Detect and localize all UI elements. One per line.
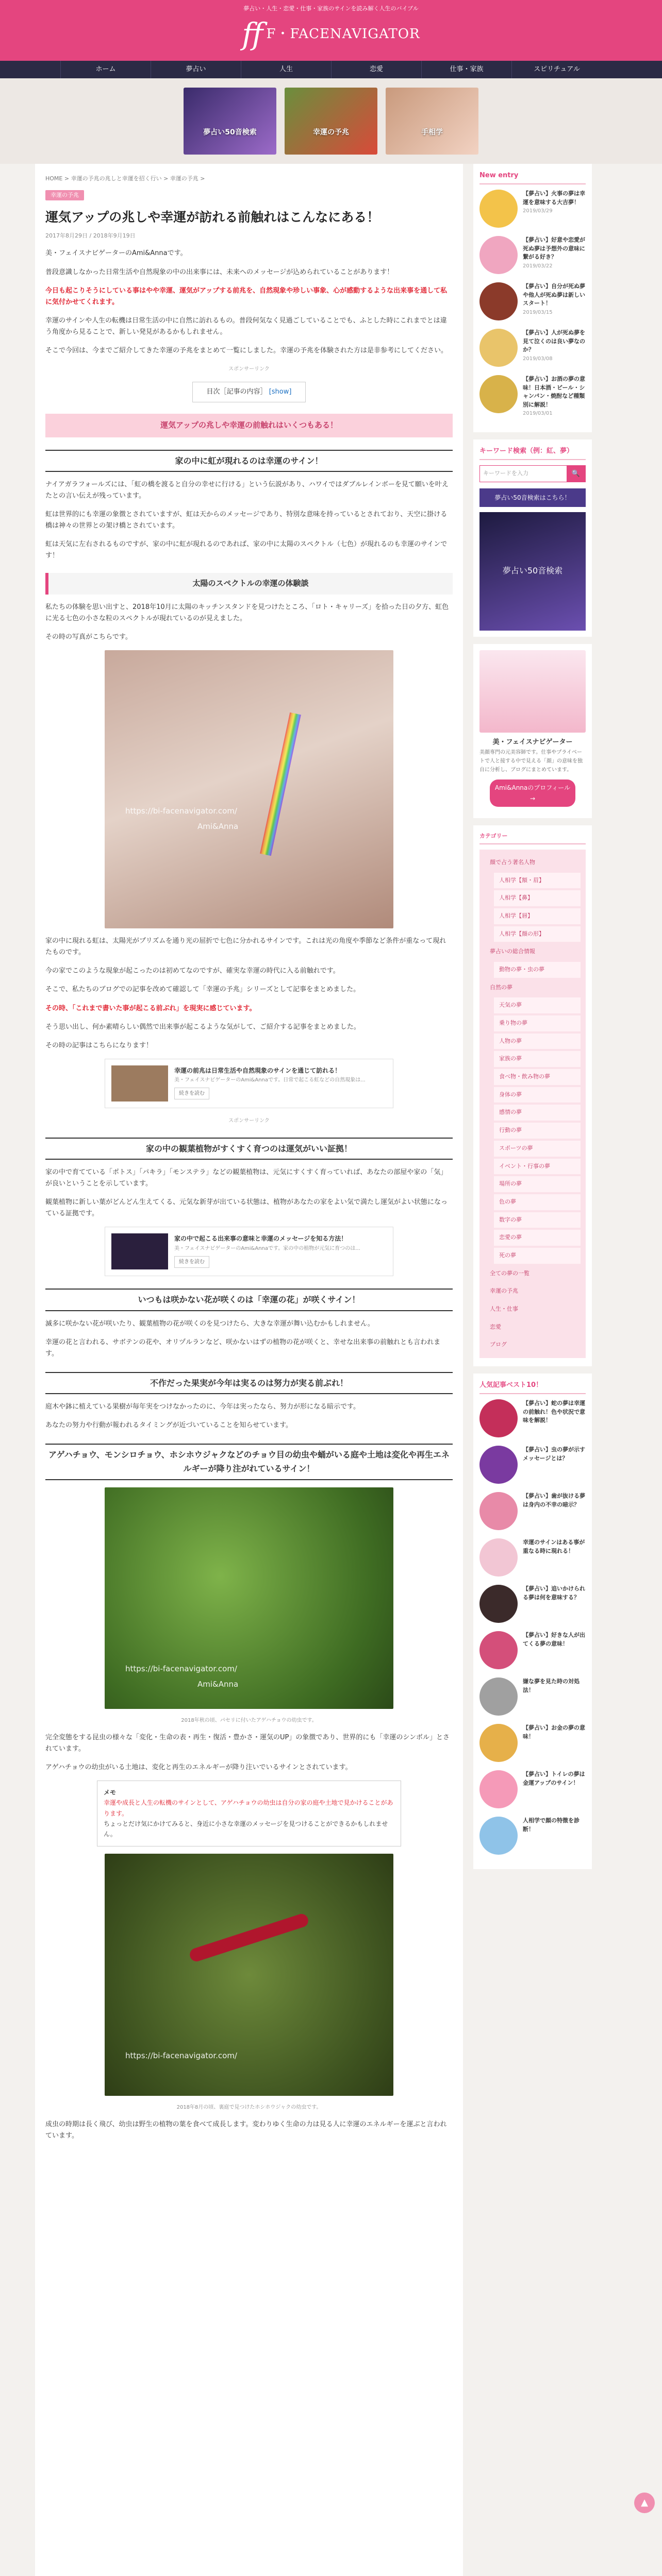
category-item[interactable]: 全ての夢の一覧 [485,1266,581,1282]
category-badge[interactable]: 幸運の予兆 [45,190,84,201]
related-card-2[interactable] [105,1227,393,1276]
photo-caption: 2018年8月の頃、裏庭で見つけたホシホウジャクの幼虫です。 [176,2104,322,2110]
para-3a: 滅多に咲かない花が咲いたり、観葉植物の花が咲くのを見つけたら、大きな幸運が舞い込むかもしれません。 [45,1319,374,1328]
nav-item-spiritual[interactable]: スピリチュアル [511,61,602,78]
sidebar [473,164,592,2070]
popular-item[interactable] [479,1817,586,1855]
photo-watermark: https://bi-facenavigator.com/ [125,806,237,816]
memo-title: メモ [104,1788,117,1796]
memo-box [97,1781,401,1846]
photo-watermark-name: Ami&Anna [197,822,239,832]
category-item[interactable]: 恋愛 [485,1319,581,1335]
nav-item-love[interactable]: 恋愛 [331,61,421,78]
para-1j: そう思い出し、何か素晴らしい偶然で出来事が起こるような気がして、ご紹介する記事をまとめました。 [45,1023,360,1031]
popular-item[interactable] [479,1399,586,1437]
category-item[interactable]: 恋愛の夢 [494,1230,581,1246]
section-banner: 運気アップの兆しや幸運の前触れはいくつもある！ [45,414,453,437]
para-1i: その時、「これまで書いた事が起こる前ぶれ」を現実に感じています。 [45,1004,256,1012]
profile-text: 美顔専門の元美容師です。仕事やプライベートで人と接する中で見える「顔」の意味を独自に分析し、ブログにまとめています。 [479,750,583,773]
card-title: 幸運の前兆は日常生活や自然現象のサインを通じて訪れる！ [174,1066,341,1074]
category-list [479,850,586,1358]
category-item[interactable]: 天気の夢 [494,997,581,1013]
intro-1: 美・フェイスナビゲーターのAmi&Annaです。 [45,249,187,258]
hawkmoth-photo [105,1854,393,2096]
para-3b: 幸運の花と言われる、サボテンの花や、オリヅルランなど、咲かないはずの植物の花が咲くと、幸せな出来事の前触れとも言われます。 [45,1338,441,1358]
popular-title: 【夢占い】お金の夢の意味！ [523,1724,585,1740]
logo-text: F・FACENAVIGATOR [266,26,420,42]
category-item[interactable]: スポーツの夢 [494,1141,581,1157]
category-item[interactable]: 食べ物・飲み物の夢 [494,1069,581,1085]
popular-thumb [479,1631,518,1669]
popular-item[interactable] [479,1631,586,1669]
card-thumbnail [111,1233,168,1269]
caterpillar-shape [188,1912,310,1963]
entry-item[interactable]: 【夢占い】お酒の夢の意味！日本酒・ビール・シャンパン・焼酎など種類別に解説！ 2019/03/01 [479,375,586,418]
card-thumbnail [111,1065,168,1101]
card-title: 家の中で起こる出来事の意味と幸運のメッセージを知る方法！ [174,1235,347,1243]
category-item[interactable]: 人相学【顔の形】 [494,926,581,942]
intro-5: そこで今回は、今までご紹介してきた幸運の予兆をまとめて一覧にしました。幸運の予兆を体験された方は是非参考にしてください。 [45,346,448,354]
intro-2: 普段意識しなかった日常生活や自然現象の中の出来事には、未来へのメッセージが込められていることがあります！ [45,268,394,276]
intro-3: 今日も起こりそうにしている事はやや幸運、運気がアップする前兆を、自然現象や珍しい事象、心が感動するような出来事を通して私に気付かせてくれます。 [45,286,448,306]
category-item[interactable]: 行動の夢 [494,1123,581,1139]
profile-image [479,650,586,733]
category-item[interactable]: 色の夢 [494,1194,581,1210]
popular-item[interactable] [479,1492,586,1530]
category-item[interactable]: 死の夢 [494,1248,581,1264]
para-5c: 成虫の時期は長く飛び、幼虫は野生の植物の葉を食べて成長します。変わりゆく生命の力は見る人に幸運のエネルギーを運ぶと言われています。 [45,2120,447,2140]
sponsor-label: スポンサーリンク [228,366,270,372]
global-nav [0,61,662,78]
category-item[interactable]: 場所の夢 [494,1176,581,1192]
category-item[interactable]: 人生・仕事 [485,1301,581,1317]
popular-title: 【夢占い】追いかけられる夢は何を意味する？ [523,1585,585,1601]
heading-spectrum: 太陽のスペクトルの幸運の体験談 [45,573,453,595]
category-item[interactable]: 動物の夢・虫の夢 [494,962,581,978]
heading-flower: いつもは咲かない花が咲くのは「幸運の花」が咲くサイン！ [45,1289,453,1311]
heading-plants: 家の中の観葉植物がすくすく育つのは運気がいい証拠！ [45,1138,453,1160]
search-input[interactable]: キーワードを入力 [483,470,528,477]
category-item[interactable]: 数字の夢 [494,1212,581,1228]
popular-thumb [479,1446,518,1484]
popular-title: 【夢占い】トイレの夢は金運アップのサイン！ [523,1771,585,1786]
entry-item[interactable]: 【夢占い】人が死ぬ夢を見て泣くのは良い夢なのか？ 2019/03/08 [479,329,586,367]
category-item[interactable]: 自然の夢 [485,980,581,996]
popular-item[interactable] [479,1585,586,1623]
category-item[interactable]: 人相学【額・眉】 [494,873,581,889]
entry-thumb [479,329,518,367]
table-of-contents [192,382,306,402]
entry-thumb [479,375,518,413]
memo-highlight: 幸運や成長と人生の転機のサインとして、アゲハチョウの幼虫は自分の家の庭や土地で見かけることがあります。 [104,1799,393,1817]
rainbow-photo [105,650,393,928]
photo-watermark: https://bi-facenavigator.com/ [125,1664,237,1673]
para-5a: 完全変態をする昆虫の様々な「変化・生命の表・再生・復活・豊かさ・運気のUP」の象徴であり、世界的にも「幸運のシンボル」とされています。 [45,1733,450,1753]
read-more-button[interactable]: 続きを読む [174,1256,209,1268]
category-item[interactable]: 家族の夢 [494,1051,581,1067]
dream-search-link[interactable]: 夢占い50音検索はこちら！ [479,488,586,507]
heading-fruit: 不作だった果実が今年は実るのは努力が実る前ぶれ！ [45,1372,453,1394]
popular-box [473,1374,592,1869]
heading-butterfly: アゲハチョウ、モンシロチョウ、ホシホウジャクなどのチョウ目の幼虫や蛹がいる庭や土地は変化や再生エネルギーが降り注がれているサイン！ [45,1444,453,1480]
entry-thumb [479,236,518,274]
site-header [0,0,662,61]
popular-item[interactable] [479,1770,586,1808]
entry-item[interactable]: 【夢占い】好意や恋愛が死ぬ夢は予想外の意味に繋がる好き？ 2019/03/22 [479,236,586,274]
caterpillar-photo [105,1487,393,1709]
category-item[interactable]: 人物の夢 [494,1033,581,1049]
para-1g: 今の家でこのような現象が起こったのは初めてなのですが、確実な幸運の時代に入る前触れです。 [45,967,340,975]
banner-palmistry[interactable]: 手相学 [386,88,478,155]
para-1b: 虹は世界的にも幸運の象徴とされていますが、虹は天からのメッセージであり、特別な意味を持っているとされており、天空に掛ける橋は神々の世界との架け橋とされています。 [45,511,448,530]
popular-thumb [479,1677,518,1716]
category-item[interactable]: 幸運の予兆 [485,1283,581,1299]
para-1c: 虹は天気に左右されるものですが、家の中に虹が現れるのであれば、家の中に太陽のスペクトル（七色）が現れるのも幸運のサインです！ [45,540,448,560]
site-tagline: 夢占い・人生・恋愛・仕事・家族のサインを読み解く人生のバイブル [243,5,419,12]
entry-thumb [479,282,518,320]
card-desc: 美・フェイスナビゲーターのAmi&Annaです。家の中の植物が元気に育つのは... [174,1245,360,1251]
category-item[interactable]: 人相学【唇】 [494,908,581,924]
category-heading: カテゴリー [479,832,586,844]
heading-rainbow: 家の中に虹が現れるのは幸運のサイン！ [45,450,453,472]
para-5b: アゲハチョウの幼虫がいる土地は、変化と再生のエネルギーが降り注いでいるサインとされています。 [45,1763,352,1771]
sponsor-label: スポンサーリンク [228,1117,270,1124]
new-entry-heading: New entry [479,170,586,184]
para-1h: そこで、私たちのブログでの記事を改めて確認して「幸運の予兆」シリーズとして記事をまとめました。 [45,986,360,994]
nav-item-work[interactable]: 仕事・家族 [421,61,511,78]
popular-item[interactable] [479,1677,586,1716]
post-date: 2017年8月29日 / 2018年9月19日 [45,232,136,239]
photo-caption: 2018年秋の頃、パセリに付いたアゲハチョウの幼虫です。 [181,1717,317,1723]
popular-item[interactable] [479,1724,586,1762]
toc-toggle[interactable]: [show] [269,388,292,396]
para-4b: あなたの努力や行動が報われるタイミングが近づいていることを知らせています。 [45,1421,293,1430]
popular-title: 幸運のサインはある事が重なる時に現れる！ [523,1539,585,1554]
category-item[interactable]: 感情の夢 [494,1105,581,1121]
memo-text: ちょっとだけ気にかけてみると、身近に小さな幸運のメッセージを見つけることができるかもしれません。 [104,1820,388,1838]
keyword-heading: キーワード検索（例：紅、夢） [479,446,586,460]
popular-title: 【夢占い】好きな人が出てくる夢の意味！ [523,1632,585,1647]
nav-item-life[interactable]: 人生 [241,61,331,78]
banner-dream-search[interactable]: 夢占い50音検索 [184,88,276,155]
spectrum-shape [260,713,301,856]
popular-list [479,1399,586,1855]
category-item[interactable]: 人相学【鼻】 [494,890,581,906]
read-more-button[interactable]: 続きを読む [174,1088,209,1099]
photo-watermark-name: Ami&Anna [197,1679,239,1689]
para-4a: 庭木や鉢に植えている果樹が毎年実をつけなかったのに、今年は実ったなら、努力が形になる暗示です。 [45,1403,360,1411]
scroll-top-button[interactable]: ▲ [634,2493,655,2513]
popular-heading: 人気記事ベスト10！ [479,1380,586,1394]
para-2b: 観葉植物に新しい葉がどんどん生えてくる、元気な新芽が出ている状態は、植物があなたの家をよい気で満たし運気がよい状態になっている証拠です。 [45,1198,448,1218]
popular-title: 人相学で顔の特徴を診断！ [523,1817,580,1833]
category-box [473,825,592,1366]
popular-thumb [479,1817,518,1855]
related-card-1[interactable] [105,1059,393,1108]
para-1k: その時の記事はこちらになります！ [45,1041,153,1049]
para-1e: その時の写真がこちらです。 [45,633,132,641]
profile-button[interactable]: Ami&Annaのプロフィール→ [490,779,575,807]
popular-thumb [479,1770,518,1808]
entry-item[interactable]: 【夢占い】自分が死ぬ夢や他人が死ぬ夢は新しいスタート！ 2019/03/15 [479,282,586,320]
para-1d: 私たちの体験を思い出すと、2018年10月に太陽のキッチンスタンドを見つけたところ、「ロト・キャリーズ」を拾った日の夕方、虹色に光る七色の小さな粒のスペクトルが現れているのが見えました。 [45,603,449,623]
para-2a: 家の中で育てている「ポトス」「パキラ」「モンステラ」などの観葉植物は、元気にすくすく育っていれば、あなたの部屋や家の「気」が良いということを示しています。 [45,1168,448,1188]
category-item[interactable]: 身体の夢 [494,1087,581,1103]
profile-name: 美・フェイスナビゲーター [492,738,573,747]
entry-item[interactable]: 【夢占い】火事の夢は幸運を意味する大吉夢！ 2019/03/29 [479,190,586,228]
keyword-search-box [473,439,592,637]
profile-box [473,644,592,818]
category-item[interactable]: イベント・行事の夢 [494,1159,581,1175]
photo-watermark: https://bi-facenavigator.com/ [125,2050,237,2060]
category-item[interactable]: 顔で占う著名人物 [485,855,581,871]
banner-row [0,78,662,164]
popular-thumb [479,1724,518,1762]
intro-4: 幸運のサインや人生の転機は日常生活の中に自然に訪れるもの。普段何気なく見過ごしていることでも、ふとした時にこれまでとは違う角度から見ることで、新しい発見があるかもしれません。 [45,316,447,336]
entry-thumb [479,190,518,228]
popular-thumb [479,1538,518,1577]
site-logo[interactable] [0,16,662,52]
toc-title: 目次［記事の内容］ [206,388,267,396]
popular-title: 【夢占い】虫の夢が示すメッセージとは？ [523,1446,585,1462]
popular-title: 嫌な夢を見た時の対処法！ [523,1678,580,1693]
nav-item-dream[interactable]: 夢占い [151,61,241,78]
category-item[interactable]: ブログ [485,1337,581,1353]
category-item[interactable]: 乗り物の夢 [494,1015,581,1031]
popular-title: 【夢占い】蛇の夢は幸運の前触れ！色や状況で意味を解説！ [523,1400,585,1424]
para-1f: 家の中に現れる虹は、太陽光がプリズムを通り光の屈折で七色に分かれるサインです。これは光の角度や季節など条件が重なって現れたものです。 [45,937,446,957]
logo-mark: ff [242,16,263,52]
category-item[interactable]: 夢占いの総合情報 [485,944,581,960]
popular-thumb [479,1399,518,1437]
para-1a: ナイアガラフォールズには、「虹の橋を渡ると自分の幸せに行ける」という伝説があり、ハワイではダブルレインボーを見て願いを叶えたとの言い伝えが残っています。 [45,480,449,500]
search-button[interactable]: 🔍 [567,466,585,482]
breadcrumb[interactable]: HOME > 幸運の予兆の兆しと幸運を招く行い > 幸運の予兆 > [45,175,205,182]
popular-thumb [479,1585,518,1623]
popular-thumb [479,1492,518,1530]
popular-item[interactable] [479,1538,586,1577]
page-title: 運気アップの兆しや幸運が訪れる前触れはこんなにある！ [45,210,380,225]
nav-item-home[interactable]: ホーム [60,61,151,78]
new-entry-box [473,164,592,432]
card-desc: 美・フェイスナビゲーターのAmi&Annaです。日常で起こる虹などの自然現象は... [174,1077,366,1083]
banner-lucky-sign[interactable]: 幸運の予兆 [285,88,377,155]
popular-title: 【夢占い】歯が抜ける夢は身内の不幸の暗示？ [523,1493,585,1508]
popular-item[interactable] [479,1446,586,1484]
article-main [35,164,463,2576]
dream-search-banner[interactable]: 夢占い50音検索 [479,512,586,631]
